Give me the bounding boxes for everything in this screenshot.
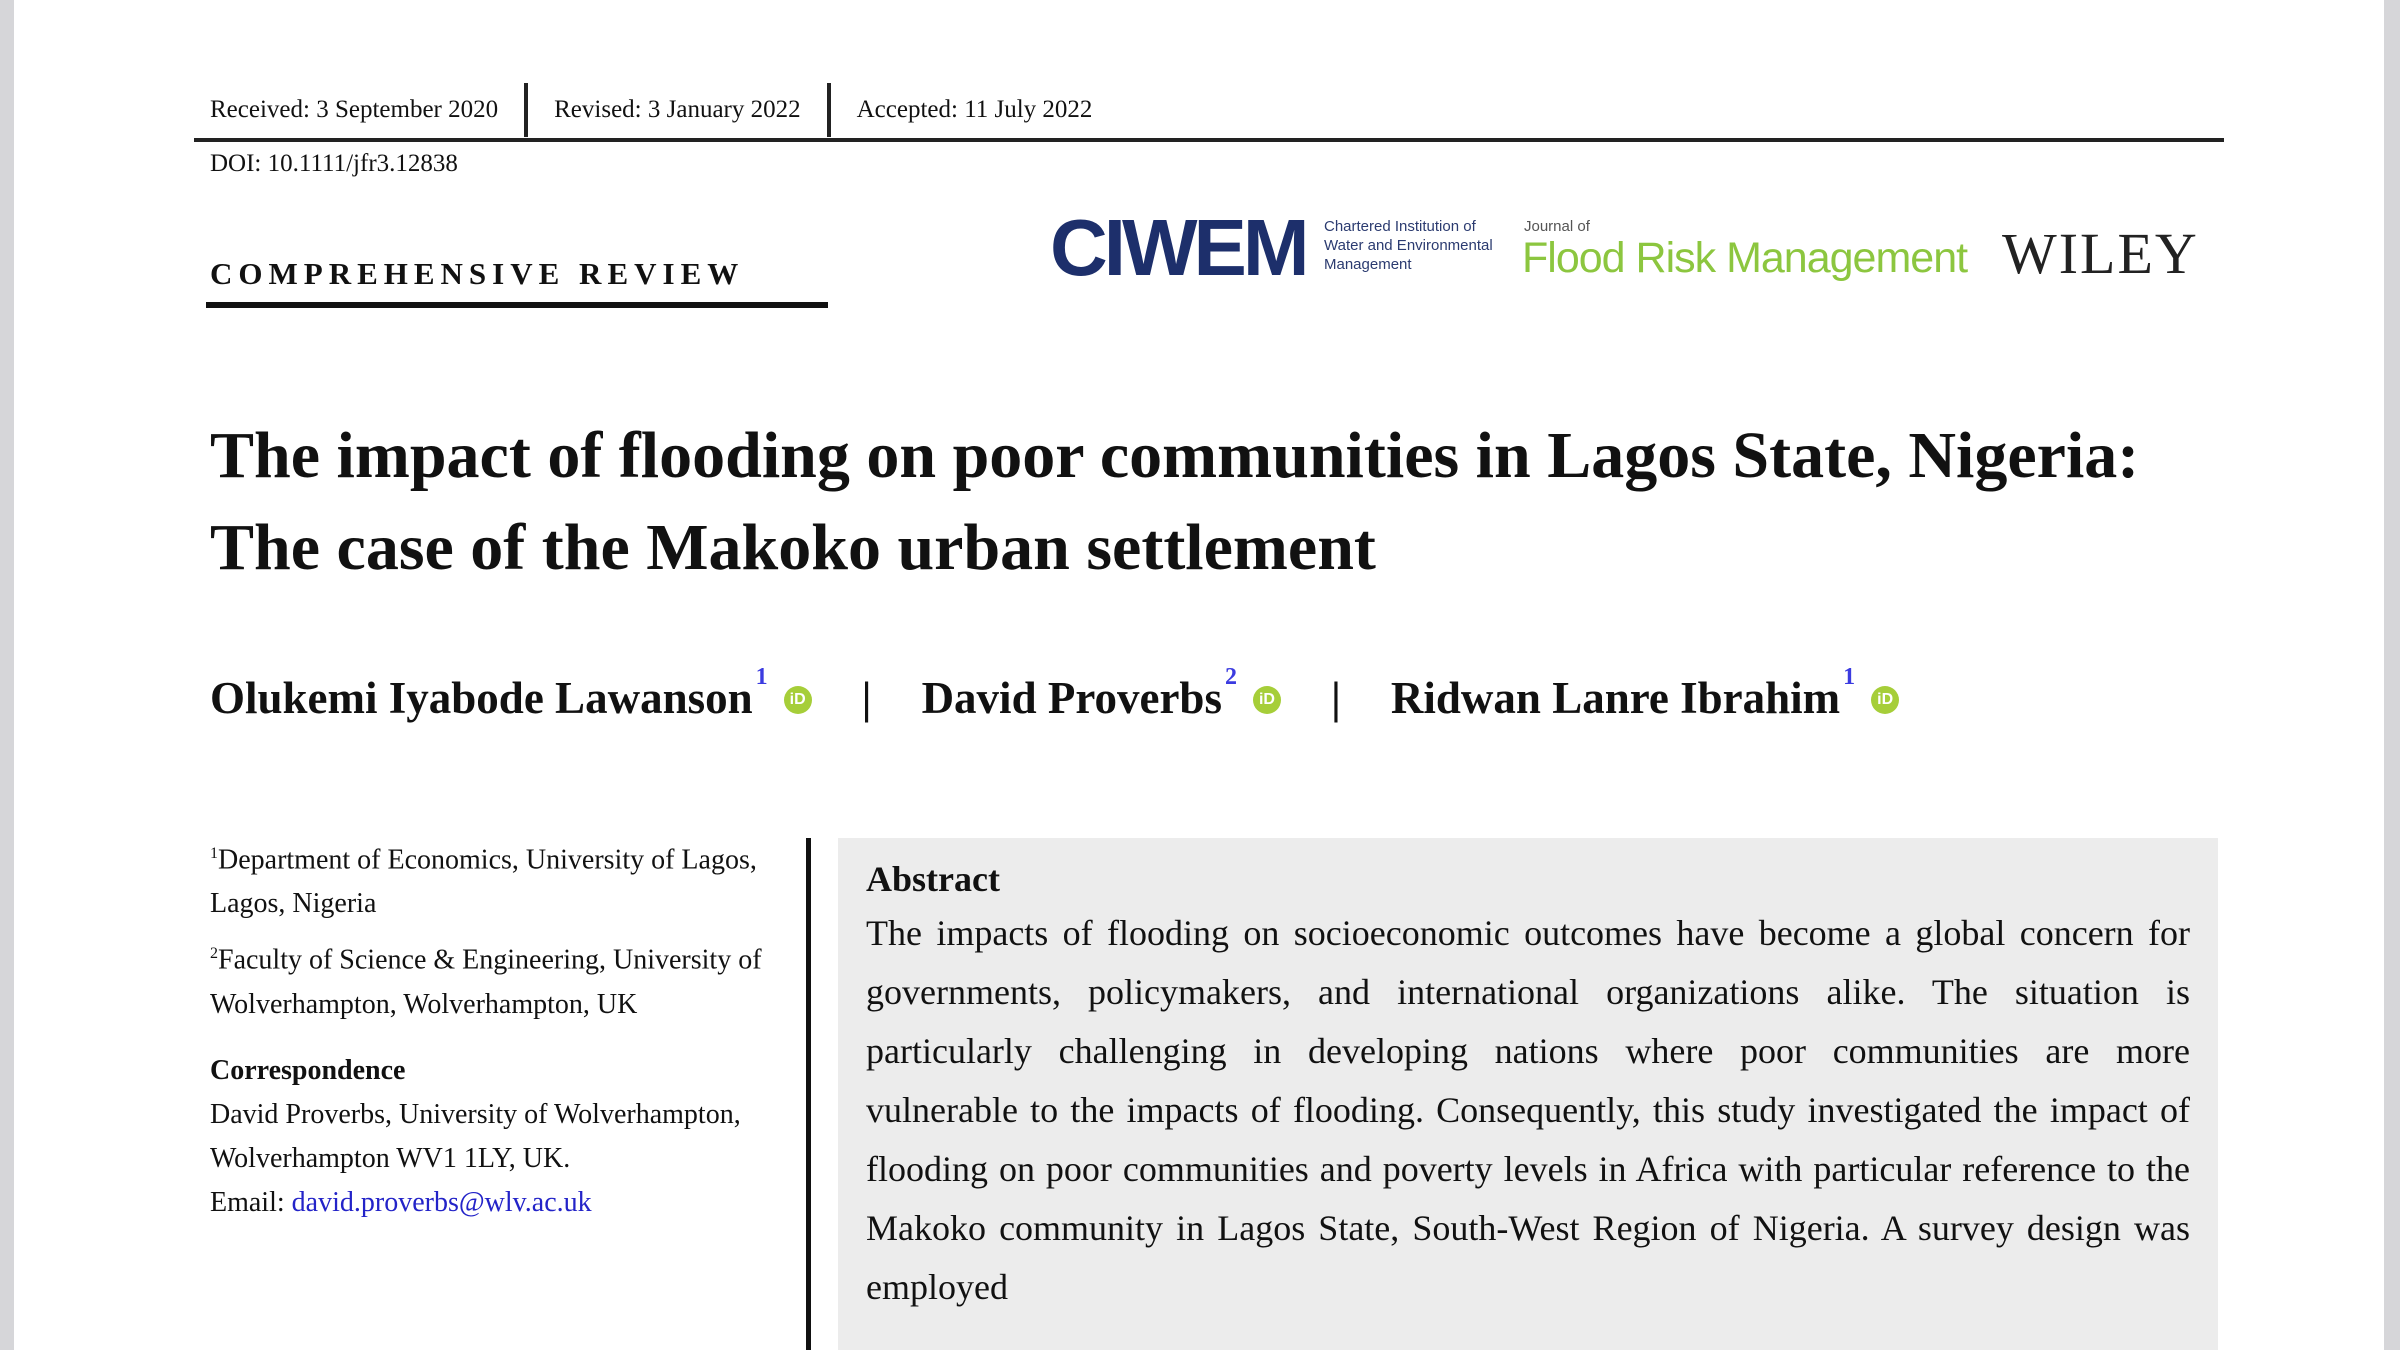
- abstract-text: The impacts of flooding on socioeconomic outcomes have become a global concern for governments, policymakers, and international organizations alike. The situation is particularly challenging in developing nations where poor communities are more vulnerable to the impacts of flooding. Consequently, this study investigated the impact of flooding on poor communities and poverty levels in Africa with particular reference to the Makoko community in Lagos State, South-West Region of Nigeria. A survey design was employed: [866, 913, 2190, 1307]
- received-date: Received: 3 September 2020: [210, 96, 499, 123]
- ciwem-logo: CIWEM: [1050, 203, 1306, 292]
- author-name[interactable]: Ridwan Lanre Ibrahim: [1390, 673, 1841, 723]
- author-separator: |: [861, 673, 872, 723]
- affiliations-column: [210, 832, 780, 1225]
- orcid-icon[interactable]: iD: [784, 686, 812, 714]
- ciwem-logo-subtitle: Chartered Institution of Water and Environmental Management: [1324, 218, 1493, 273]
- affiliation: $^2$Faculty of Science & Engineering, University of Wolverhampton, Wolverhampton, UK: [210, 944, 762, 1020]
- author-affiliation-number: 1: [1843, 664, 1856, 690]
- journal-logo: Flood Risk Management: [1522, 234, 1968, 282]
- correspondence-heading: Correspondence: [210, 1054, 406, 1086]
- abstract-box: [838, 838, 2218, 1350]
- author[interactable]: [210, 664, 812, 724]
- author[interactable]: [1390, 664, 1899, 724]
- orcid-icon[interactable]: iD: [1253, 686, 1281, 714]
- accepted-date: Accepted: 11 July 2022: [856, 96, 1093, 123]
- author-separator: |: [1330, 673, 1341, 723]
- article-title: The impact of flooding on poor communities in Lagos State, Nigeria: The case of the Makoko urban settlement: [210, 419, 2140, 584]
- article-dates: [194, 82, 2224, 142]
- author-affiliation-number: 2: [1224, 664, 1237, 690]
- column-divider: [806, 838, 811, 1350]
- correspondence-text: David Proverbs, University of Wolverhampton, Wolverhampton WV1 1LY, UK.: [210, 1098, 741, 1174]
- journal-of-label: Journal of: [1524, 218, 1590, 235]
- revised-date: Revised: 3 January 2022: [554, 96, 801, 123]
- viewer-scrollbar[interactable]: [2386, 0, 2400, 1350]
- author-name[interactable]: Olukemi Iyabode Lawanson: [210, 673, 753, 723]
- abstract-heading: Abstract: [866, 859, 1000, 899]
- author-list: [210, 664, 1899, 724]
- document-page: [14, 0, 2384, 1350]
- author-name[interactable]: David Proverbs: [921, 673, 1222, 723]
- affiliation: $^1$Department of Economics, University of Lagos, Lagos, Nigeria: [210, 844, 757, 920]
- author[interactable]: [921, 664, 1281, 724]
- article-type-label: COMPREHENSIVE REVIEW: [210, 256, 745, 291]
- correspondence-email: Email: david.proverbs@wlv.ac.uk: [210, 1186, 592, 1218]
- author-affiliation-number: 1: [755, 664, 768, 690]
- wiley-logo: WILEY: [2002, 221, 2199, 286]
- article-type-underline: [206, 302, 828, 308]
- orcid-icon[interactable]: iD: [1871, 686, 1899, 714]
- email-link[interactable]: david.proverbs@wlv.ac.uk: [291, 1186, 592, 1218]
- doi[interactable]: DOI: 10.1111/jfr3.12838: [210, 150, 458, 177]
